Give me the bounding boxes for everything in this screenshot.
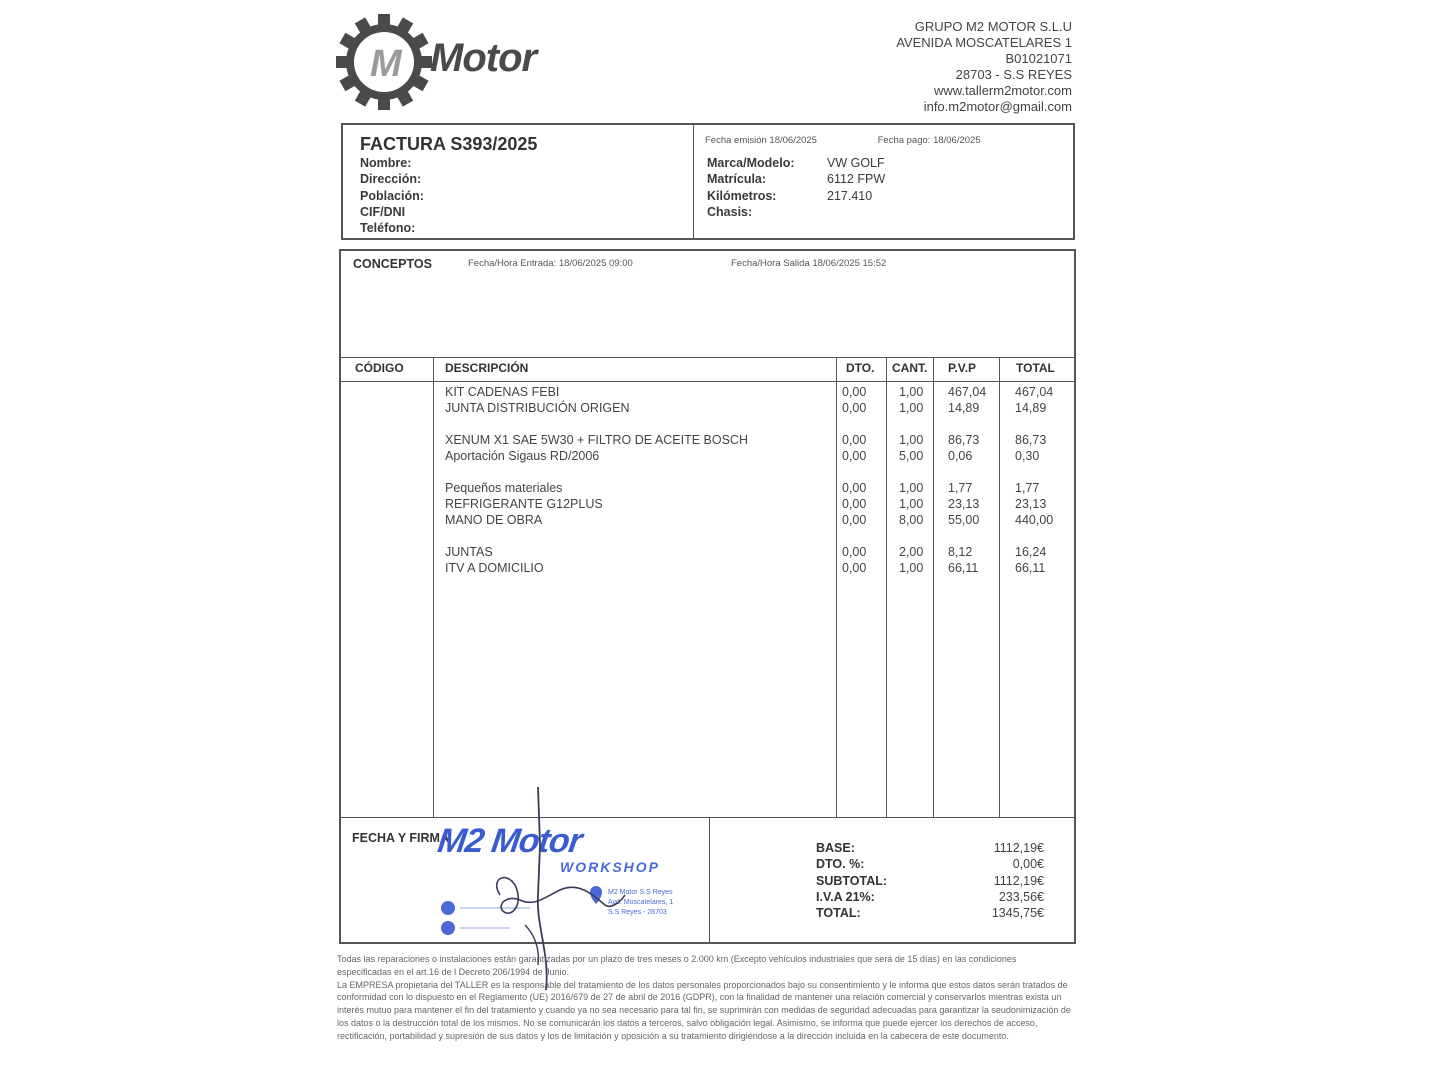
totals-values — [992, 840, 1044, 921]
table-cell-pvp: 86,73 — [948, 433, 980, 447]
stamp-brand: M2 Motor — [435, 822, 584, 860]
table-cell-desc: XENUM X1 SAE 5W30 + FILTRO DE ACEITE BOSCH — [445, 433, 748, 447]
table-cell-desc: KIT CADENAS FEBI — [445, 385, 560, 399]
table-cell-total: 440,00 — [1015, 513, 1054, 527]
client-label: Dirección: — [360, 172, 422, 187]
company-name: GRUPO M2 MOTOR S.L.U — [914, 19, 1072, 34]
totals-labels — [816, 840, 887, 921]
client-labels — [360, 155, 424, 236]
total-label: I.V.A 21%: — [816, 889, 875, 904]
table-cell-desc: Pequeños materiales — [445, 481, 563, 495]
table-cell-pvp: 8,12 — [948, 545, 973, 559]
table-cell-desc: Aportación Sigaus RD/2006 — [445, 449, 600, 463]
table-cell-total: 23,13 — [1015, 497, 1047, 511]
table-top-line — [341, 357, 1074, 358]
vehicle-value: VW GOLF — [827, 156, 885, 170]
table-cell-pvp: 23,13 — [948, 497, 980, 511]
exit-datetime: Fecha/Hora Salida 18/06/2025 15:52 — [731, 258, 887, 269]
entry-datetime: Fecha/Hora Entrada: 18/06/2025 09:00 — [468, 258, 633, 269]
table-cell-dto: 0,00 — [842, 561, 867, 575]
total-value: 0,00€ — [1012, 857, 1044, 872]
table-cell-pvp: 14,89 — [948, 401, 980, 415]
company-email: info.m2motor@gmail.com — [923, 99, 1072, 114]
table-cell-pvp: 1,77 — [948, 481, 973, 495]
client-label: Teléfono: — [360, 221, 416, 236]
svg-text:S.S Reyes - 28703: S.S Reyes - 28703 — [608, 909, 667, 916]
table-cell-cant: 1,00 — [899, 433, 924, 447]
company-web: www.tallerm2motor.com — [934, 83, 1072, 98]
table-cell-total: 14,89 — [1015, 401, 1047, 415]
logo-text: Motor — [430, 36, 537, 80]
table-cell-pvp: 55,00 — [948, 513, 980, 527]
total-value: 233,56€ — [998, 889, 1044, 904]
company-cif: B01021071 — [1005, 51, 1072, 66]
vehicle-value: 217.410 — [827, 188, 873, 203]
vehicle-info — [707, 155, 885, 220]
table-cell-cant: 8,00 — [899, 513, 924, 527]
total-label: SUBTOTAL: — [816, 873, 888, 888]
table-cell-cant: 1,00 — [899, 401, 924, 415]
logo-letter: M — [370, 43, 402, 85]
table-cell-dto: 0,00 — [842, 545, 867, 559]
table-cell-dto: 0,00 — [842, 513, 867, 527]
table-cell-desc: REFRIGERANTE G12PLUS — [445, 497, 603, 511]
legal-paragraph: Todas las reparaciones o instalaciones están garantizadas por un plazo de tres meses o 2.000 km (Excepto vehículos industriales que será de 15 días) en las condiciones — [337, 954, 1017, 964]
col-header-desc: DESCRIPCIÓN — [445, 361, 529, 375]
invoice-title: FACTURA S393/2025 — [360, 134, 538, 154]
total-label: DTO. %: — [816, 857, 865, 872]
table-header-line — [341, 381, 1074, 382]
legal-paragraph: La EMPRESA propietaria del TALLER es la responsable del tratamiento de los datos personales proporcionados bajo su consentimiento y le informa que estos datos serán tratados de conformidad con lo dispuesto en el Reglamento (UE) 2016/679 de 27 de abril de 2016 (GDPR), con la finalidad de mantener una relación comercial y conservarlos mientras exista un interés mutuo para mantener el fin del tratamiento y cuando ya no sea necesario para tal fin, se suprimirán con medidas de seguridad adecuadas para garantizar la seudonimización de los datos o la destrucción total de los mismos. No se comunicarán los datos a terceros, salvo obligación legal. Asimismo, se informa que puede ejercer los derechos de acceso, rectificación, portabilidad y supresión de sus datos y los de limitación y oposición a su tratamiento dirigiéndose a la dirección incluida en la cabecera de este documento. — [337, 979, 1071, 1041]
col-header-code: CÓDIGO — [355, 361, 404, 375]
vehicle-row — [707, 188, 885, 204]
table-cell-cant: 1,00 — [899, 385, 924, 399]
table-cell-cant: 5,00 — [899, 449, 924, 463]
total-label: TOTAL: — [816, 906, 861, 921]
vehicle-label: Matrícula: — [707, 172, 767, 187]
issue-date: Fecha emisión 18/06/2025 — [705, 135, 817, 146]
signature-label: FECHA Y FIRMA — [352, 831, 449, 845]
legal-text — [337, 953, 1075, 1043]
total-value: 1112,19€ — [993, 873, 1044, 888]
svg-text:Avd. Moscatelares, 1: Avd. Moscatelares, 1 — [608, 899, 674, 906]
vehicle-row — [707, 204, 885, 220]
vehicle-label: Chasis: — [707, 204, 753, 219]
table-cell-total: 0,30 — [1015, 449, 1040, 463]
col-header-pvp: P.V.P — [948, 361, 977, 375]
pay-date: Fecha pago: 18/06/2025 — [877, 135, 981, 146]
table-cell-total: 1,77 — [1015, 481, 1040, 495]
table-cell-dto: 0,00 — [842, 385, 867, 399]
client-label: Población: — [360, 188, 424, 203]
vehicle-label: Marca/Modelo: — [707, 156, 795, 170]
total-label: BASE: — [816, 841, 855, 855]
client-label: Nombre: — [360, 156, 412, 170]
vehicle-row — [707, 171, 885, 187]
table-cell-desc: MANO DE OBRA — [445, 513, 543, 527]
concepts-title: CONCEPTOS — [353, 257, 432, 271]
table-cell-dto: 0,00 — [842, 481, 867, 495]
legal-paragraph: especificadas en el art.16 de l Decreto 206/1994 de Junio. — [337, 966, 570, 977]
company-info — [896, 19, 1072, 115]
invoice-header-box — [341, 123, 1075, 240]
client-label: CIF/DNI — [360, 204, 406, 219]
table-cell-pvp: 66,11 — [948, 561, 979, 575]
table-cell-cant: 1,00 — [899, 481, 924, 495]
table-cell-dto: 0,00 — [842, 497, 867, 511]
table-cell-cant: 1,00 — [899, 561, 924, 575]
col-header-dto: DTO. — [846, 361, 875, 375]
table-cell-total: 467,04 — [1015, 385, 1054, 399]
table-bottom-line — [341, 817, 1074, 818]
invoice-dates — [705, 135, 1039, 146]
table-cell-dto: 0,00 — [842, 401, 867, 415]
table-cell-desc: ITV A DOMICILIO — [445, 561, 544, 575]
vehicle-label: Kilómetros: — [707, 188, 777, 203]
company-city: 28703 - S.S REYES — [955, 67, 1072, 82]
table-cell-dto: 0,00 — [842, 449, 867, 463]
table-cell-total: 16,24 — [1015, 545, 1047, 559]
svg-text:M2 Motor S.S Reyes: M2 Motor S.S Reyes — [608, 889, 673, 896]
table-cell-pvp: 467,04 — [948, 385, 987, 399]
table-cell-desc: JUNTAS — [445, 545, 493, 559]
table-cell-cant: 2,00 — [899, 545, 924, 559]
table-cell-total: 86,73 — [1015, 433, 1047, 447]
svg-text:WORKSHOP: WORKSHOP — [560, 859, 660, 875]
table-cell-pvp: 0,06 — [948, 449, 973, 463]
col-header-total: TOTAL — [1016, 361, 1055, 375]
total-value: 1112,19€ — [993, 841, 1044, 855]
col-header-cant: CANT. — [892, 361, 928, 375]
vehicle-row — [707, 155, 885, 171]
table-cell-cant: 1,00 — [899, 497, 924, 511]
table-cell-total: 66,11 — [1015, 561, 1046, 575]
vehicle-value: 6112 FPW — [827, 172, 886, 187]
table-cell-dto: 0,00 — [842, 433, 867, 447]
company-address: AVENIDA MOSCATELARES 1 — [896, 35, 1072, 50]
total-value: 1345,75€ — [991, 906, 1044, 921]
table-cell-desc: JUNTA DISTRIBUCIÓN ORIGEN — [445, 401, 630, 415]
